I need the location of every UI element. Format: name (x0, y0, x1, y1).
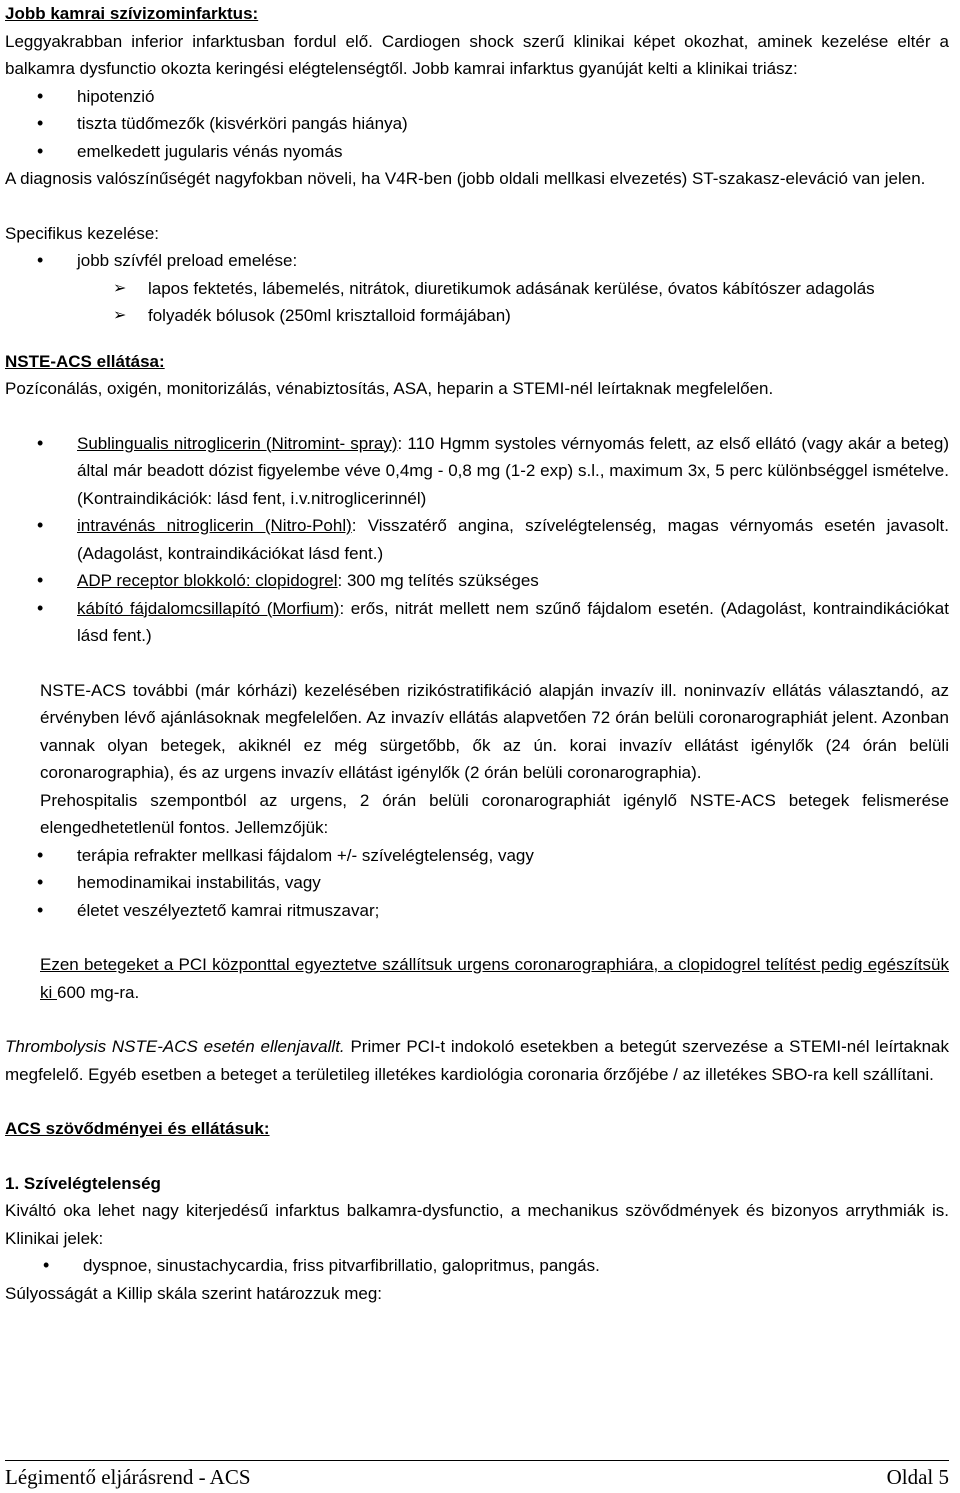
drug-name: ADP receptor blokkoló: clopidogrel (77, 571, 338, 590)
features-list (5, 842, 949, 925)
heading-right-ventricle: Jobb kamrai szívizominfarktus: (5, 4, 259, 23)
list-item: • tiszta tüdőmezők (kisvérköri pangás hiánya) (5, 110, 949, 138)
list-item: • hemodinamikai instabilitás, vagy (5, 869, 949, 897)
list-item: • dyspnoe, sinustachycardia, friss pitvarfibrillatio, galopritmus, pangás. (5, 1252, 949, 1280)
list-item: • életet veszélyeztető kamrai ritmuszavar; (5, 897, 949, 925)
heading-nste-acs: NSTE-ACS ellátása: (5, 351, 165, 371)
list-item (5, 430, 949, 513)
paragraph-heart-failure: Kiváltó oka lehet nagy kiterjedésű infarktus balkamra-dysfunctio, a mechanikus szövődmények és bizonyos arrythmiák is. Klinikai jelek: (5, 1201, 949, 1248)
specific-sublist (5, 275, 949, 330)
paragraph-transport (5, 951, 949, 1006)
sub-list-item: ➢ lapos fektetés, lábemelés, nitrátok, diuretikumok adásának kerülése, óvatos kábítószer adagolás (5, 275, 949, 303)
drug-name: kábító fájdalomcsillapító (Morfium) (77, 598, 340, 618)
page-footer (5, 1460, 949, 1490)
drug-name: Sublingualis nitroglicerin (Nitromint- spray) (77, 433, 398, 453)
paragraph-prehospital: Prehospitalis szempontból az urgens, 2 órán belüli coronarographiát igénylő NSTE-ACS betegek felismerése elengedhetetlenül fontos. Jellemzőjük: (40, 790, 949, 837)
drug-text: : 300 mg telítés szükséges (337, 571, 539, 590)
list-item: • jobb szívfél preload emelése: (5, 247, 949, 275)
sub-list-item: ➢ folyadék bólusok (250ml krisztalloid formájában) (5, 302, 949, 330)
heading-heart-failure: 1. Szívelégtelenség (5, 1173, 161, 1193)
thrombolysis-rest: Primer PCI-t indokoló esetekben a betegút szervezése a STEMI-nél leírtaknak megfelelő. Egyéb esetben a beteget a területileg illetékes kardiológia coronaria őrzőjébe / az illetékes SBO-ra kell szállítani. (5, 1037, 949, 1084)
page-number: Oldal 5 (886, 1465, 949, 1489)
paragraph-right-ventricle-intro: Leggyakrabban inferior infarktusban fordul elő. Cardiogen shock szerű klinikai képet okozhat, aminek kezelése eltér a balkamra dysfunctio okozta keringési elégtelenségtől. Jobb kamrai infarktus gyanúját kelti a klinikai triász: (5, 31, 949, 78)
drug-text: : Visszatérő angina, szívelégtelenség, magas vérnyomás esetén javasolt. (Adagolást, kontraindikációkat lásd fent.) (77, 516, 949, 563)
drug-name: intravénás nitroglicerin (Nitro-Pohl) (77, 516, 352, 535)
list-item: • terápia refrakter mellkasi fájdalom +/- szívelégtelenség, vagy (5, 842, 949, 870)
paragraph-thrombolysis (5, 1033, 949, 1088)
transport-underlined: Ezen betegeket a PCI központtal egyeztetve szállítsuk urgens coronarographiára, a clopidogrel telítést pedig egészítsük ki (40, 955, 949, 1002)
signs-list (5, 1252, 949, 1280)
transport-rest: 600 mg-ra. (57, 982, 140, 1002)
list-item (5, 512, 949, 567)
thrombolysis-italic: Thrombolysis NSTE-ACS esetén ellenjavallt. (5, 1037, 345, 1056)
list-item: • hipotenzió (5, 83, 949, 111)
drug-text: : erős, nitrát mellett nem szűnő fájdalom esetén. (Adagolást, kontraindikációkat lásd fent.) (77, 598, 949, 645)
heading-complications: ACS szövődményei és ellátásuk: (5, 1119, 270, 1138)
paragraph-diagnosis: A diagnosis valószínűségét nagyfokban növeli, ha V4R-ben (jobb oldali mellkasi elvezetés) ST-szakasz-eleváció van jelen. (5, 169, 926, 188)
heading-specific-treatment: Specifikus kezelése: (5, 223, 160, 243)
list-item (5, 567, 949, 595)
paragraph-nste-intro: Pozíconálás, oxigén, monitorizálás, vénabiztosítás, ASA, heparin a STEMI-nél leírtaknak megfelelően. (5, 379, 774, 398)
footer-title: Légimentő eljárásrend - ACS (5, 1465, 251, 1489)
document-page (5, 0, 949, 1307)
paragraph-killip: Súlyosságát a Killip skála szerint határozzuk meg: (5, 1283, 383, 1303)
list-item: • emelkedett jugularis vénás nyomás (5, 138, 949, 166)
drug-text: : 110 Hgmm systoles vérnyomás felett, az első ellátó (vagy akár a beteg) által már beadott dózist figyelembe véve 0,4mg - 0,8 mg (1-2 exp) s.l., maximum 3x, 5 perc különbséggel ismételve. (Kontraindikációk: lásd fent, i.v.nitroglicerinnél) (77, 433, 949, 508)
specific-list (5, 247, 949, 275)
paragraph-further-treatment: NSTE-ACS további (már kórházi) kezelésében rizikóstratifikáció alapján invazív ill. noninvazív ellátás választandó, az érvényben lévő ajánlásoknak megfelelően. Az invazív ellátás alapvetően 72 órán belüli coronarographiát jelent. Azonban vannak olyan betegek, akiknél ez még sürgetőbb, ők az ún. korai invazív ellátást igénylők (24 órán belüli coronarographia), és az urgens invazív ellátást igénylők (2 órán belüli coronarographia). (40, 680, 949, 782)
list-item (5, 595, 949, 650)
nste-drug-list (5, 430, 949, 650)
triad-list (5, 83, 949, 166)
